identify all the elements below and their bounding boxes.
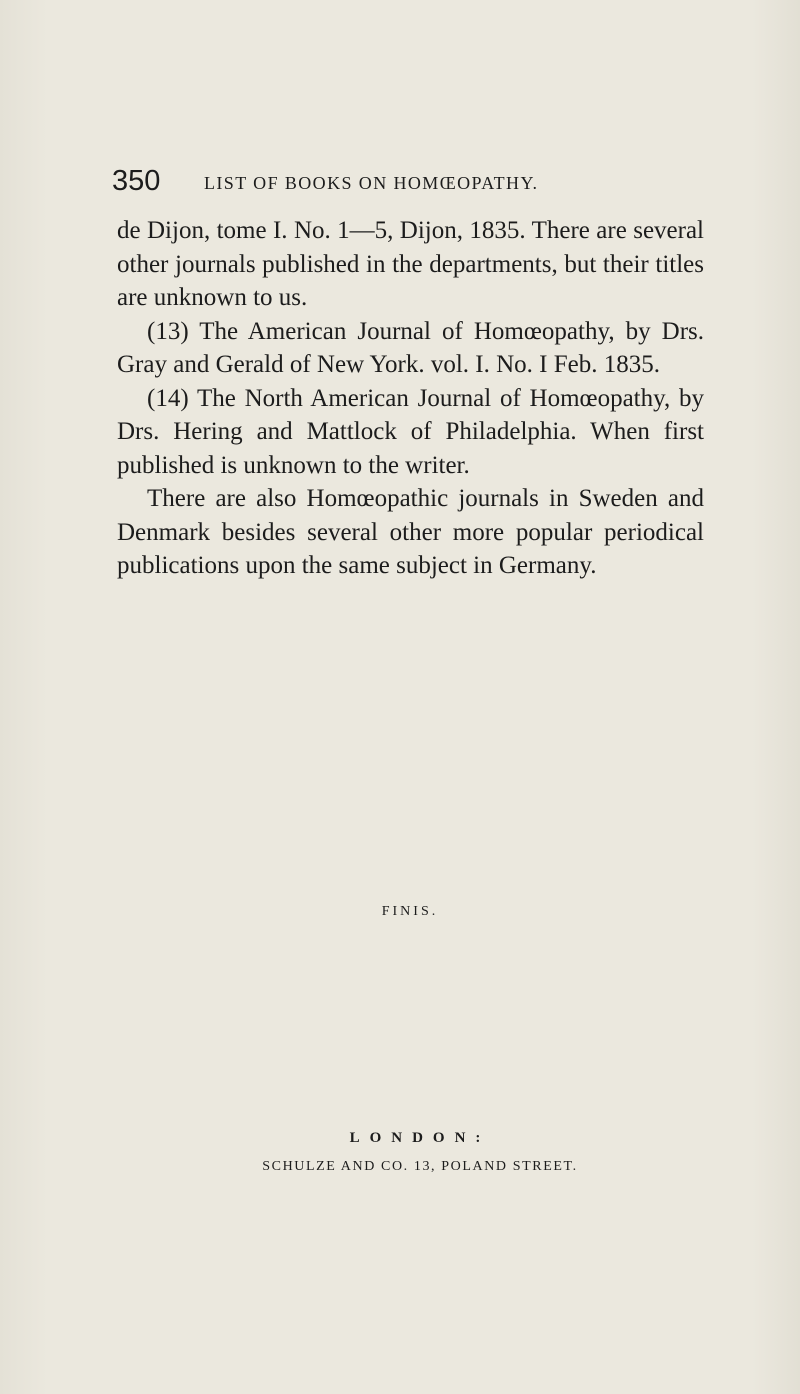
paragraph-item-13: (13) The American Journal of Homœopathy, by Drs. Gray and Gerald of New York. vol. I. No. I Feb. 1835. — [117, 317, 704, 378]
body-text — [117, 214, 704, 583]
paragraph-closing: There are also Homœopathic journals in Sweden and Denmark besides several other more popular periodical publications upon the same subject in Germany. — [117, 485, 704, 579]
running-head: LIST OF BOOKS ON HOMŒOPATHY. — [204, 173, 539, 193]
imprint-printer: SCHULZE AND CO. 13, POLAND STREET. — [262, 1159, 578, 1174]
page-header — [112, 163, 712, 199]
paragraph-continuation: de Dijon, tome I. No. 1—5, Dijon, 1835. There are several other journals published in the departments, but their titles are unknown to us. — [117, 217, 704, 311]
finis-mark: FINIS. — [381, 904, 439, 919]
imprint-city: LONDON: — [349, 1130, 491, 1146]
page-number: 350 — [112, 165, 161, 197]
paragraph-item-14: (14) The North American Journal of Homœopathy, by Drs. Hering and Mattlock of Philadelphia. When first published is unknown to the writer. — [117, 384, 704, 479]
